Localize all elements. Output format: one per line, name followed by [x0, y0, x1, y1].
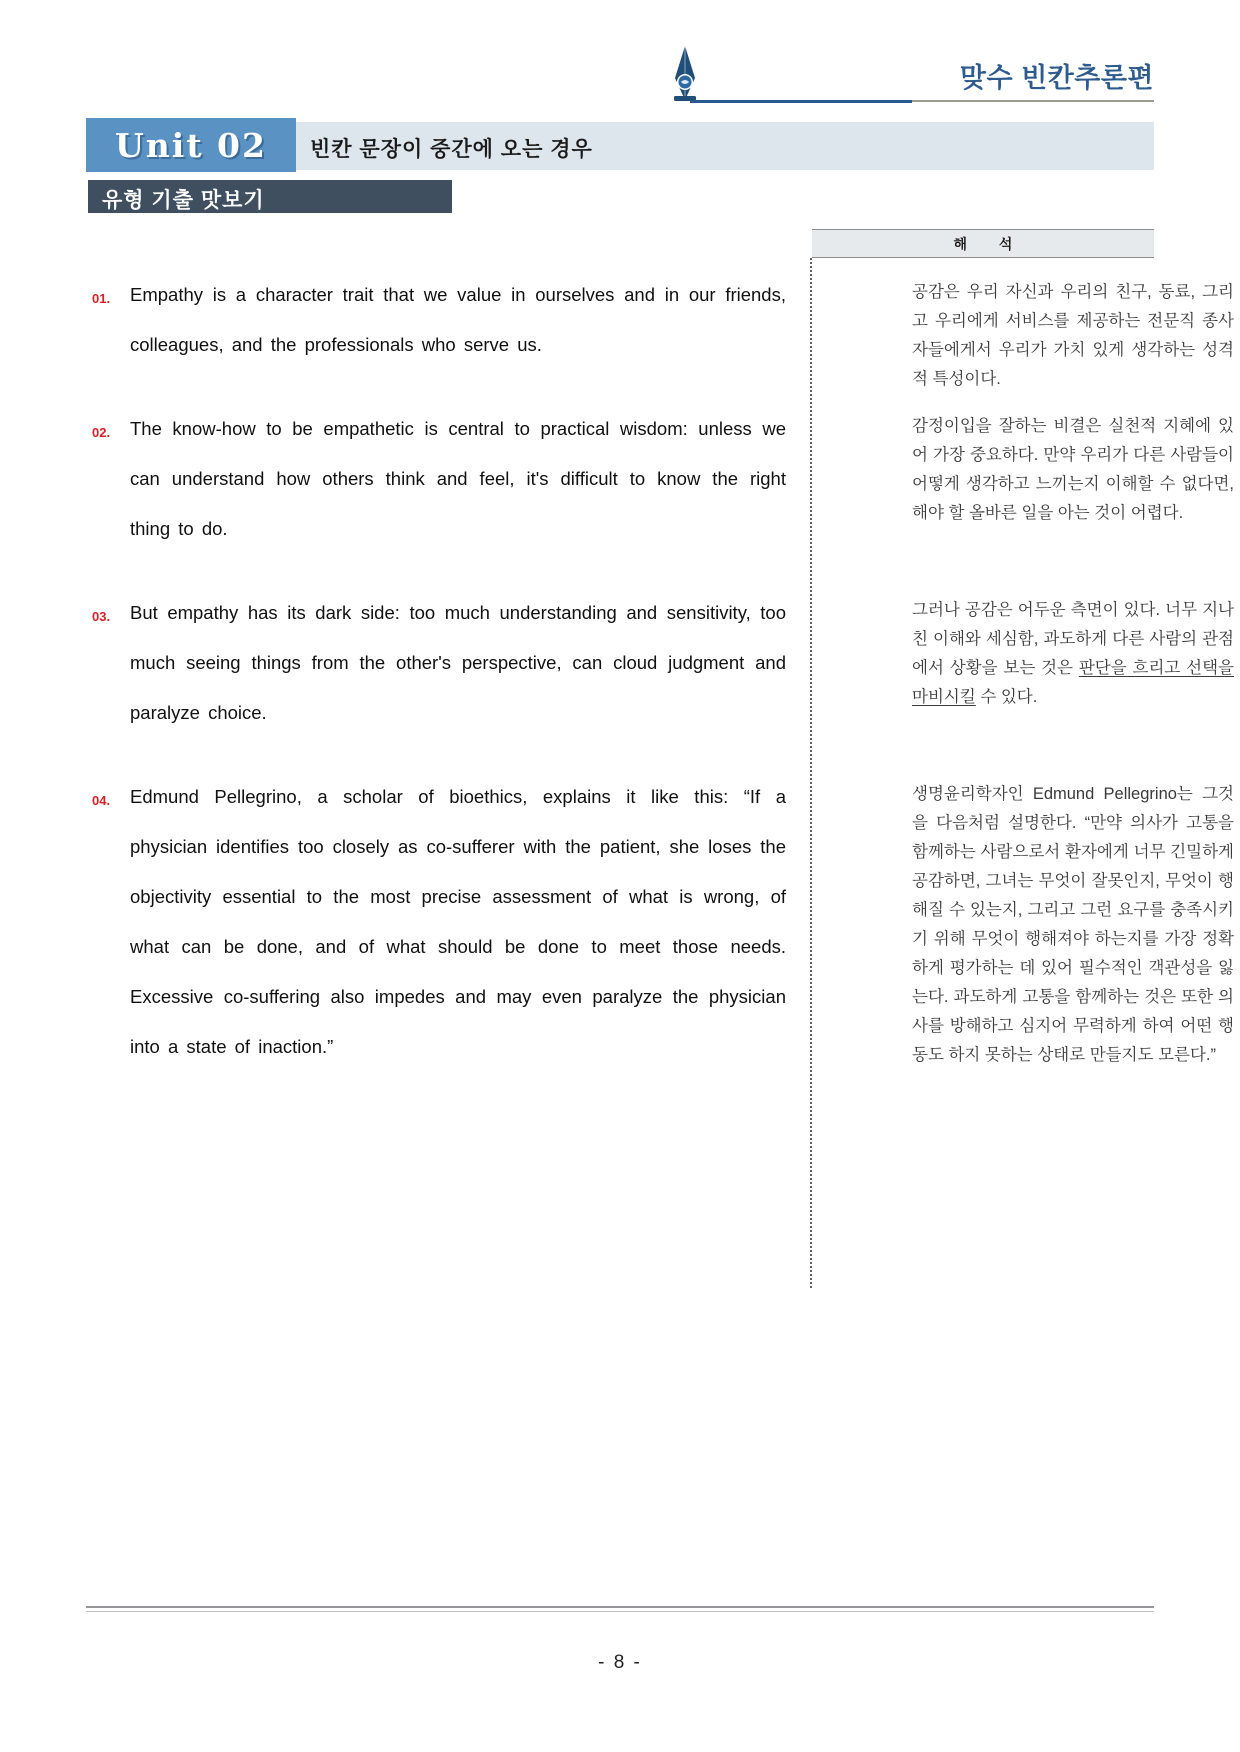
header-title: 맞수 빈칸추론편 — [959, 63, 1154, 93]
unit-subtitle: 빈칸 문장이 중간에 오는 경우 — [310, 138, 593, 161]
passage-korean — [912, 596, 1234, 712]
passage-english-text: Empathy is a character trait that we value in ourselves and in our friends, colleagues, and the professionals who serve us. — [130, 284, 786, 355]
passage-english — [86, 270, 786, 370]
passage-item — [86, 588, 1234, 738]
page-number: - 8 - — [598, 1652, 642, 1673]
passage-korean-pre: 공감은 우리 자신과 우리의 친구, 동료, 그리고 우리에게 서비스를 제공하는 전문직 종사자들에게서 우리가 가치 있게 생각하는 성격적 특성이다. — [912, 283, 1234, 388]
passage-korean-pre: 생명윤리학자인 Edmund Pellegrino는 그것을 다음처럼 설명한다. “만약 의사가 고통을 함께하는 사람으로서 환자에게 너무 긴밀하게 공감하면, 그녀는 무엇이 잘못인지, 무엇이 행해질 수 있는지, 그리고 그런 요구를 충족시키기 위해 무엇이 행해져야 하는지를 가장 정확하게 평가하는 데 있어 필수적인 객관성을 잃는다. 과도하게 고통을 함께하는 것은 또한 의사를 방해하고 심지어 무력하게 하여 어떤 행동도 하지 못하는 상태로 만들지도 모른다.” — [912, 785, 1234, 1064]
passage-list — [86, 270, 1234, 1106]
passage-number: 02. — [92, 425, 111, 440]
passage-english-text: But empathy has its dark side: too much understanding and sensitivity, too much seeing things from the other's perspective, can cloud judgment and paralyze choice. — [130, 602, 786, 723]
passage-item — [86, 772, 1234, 1072]
passage-number: 01. — [92, 291, 111, 306]
section-badge — [88, 180, 452, 213]
passage-english — [86, 404, 786, 554]
passage-korean-underline: 판단을 흐리고 선택을 마비시킬 — [912, 659, 1234, 706]
passage-item — [86, 270, 1234, 388]
passage-korean — [912, 412, 1234, 528]
unit-tag-label: Unit 02 — [115, 126, 267, 165]
passage-english — [86, 588, 786, 738]
passage-number: 03. — [92, 609, 111, 624]
passage-korean-pre: 그러나 공감은 어두운 측면이 있다. 너무 지나친 이해와 세심함, 과도하게 다른 사람의 관점에서 상황을 보는 것은 — [912, 601, 1234, 677]
header-rule-blue — [690, 100, 912, 103]
passage-english-text: The know-how to be empathetic is central to practical wisdom: unless we can understand how others think and feel, it's difficult to know the right thing to do. — [130, 418, 786, 539]
unit-tag — [86, 118, 296, 172]
translation-column-header — [812, 229, 1154, 258]
footer-rule-secondary — [86, 1611, 1154, 1612]
passage-english — [86, 772, 786, 1072]
passage-korean-post: 수 있다. — [975, 688, 1038, 706]
fountain-pen-nib-icon — [662, 44, 708, 106]
section-badge-label: 유형 기출 맛보기 — [102, 189, 265, 212]
passage-korean-pre: 감정이입을 잘하는 비결은 실천적 지혜에 있어 가장 중요하다. 만약 우리가 다른 사람들이 어떻게 생각하고 느끼는지 이해할 수 없다면, 해야 할 올바른 일을 아는 것이 어렵다. — [912, 417, 1234, 522]
footer-rule-primary — [86, 1606, 1154, 1608]
passage-korean — [912, 278, 1234, 394]
translation-column-header-label: 해 석 — [953, 236, 1027, 252]
passage-english-text: Edmund Pellegrino, a scholar of bioethics, explains it like this: “If a physician identifies too closely as co-sufferer with the patient, she loses the objectivity essential to the most precise assessment of what is wrong, of what can be done, and of what should be done to meet those needs. Excessive co-suffering also impedes and may even paralyze the physician into a state of inaction.” — [130, 786, 786, 1057]
passage-number: 04. — [92, 793, 111, 808]
header-rule-grey — [912, 100, 1154, 102]
passage-korean — [912, 780, 1234, 1070]
passage-item — [86, 404, 1234, 554]
